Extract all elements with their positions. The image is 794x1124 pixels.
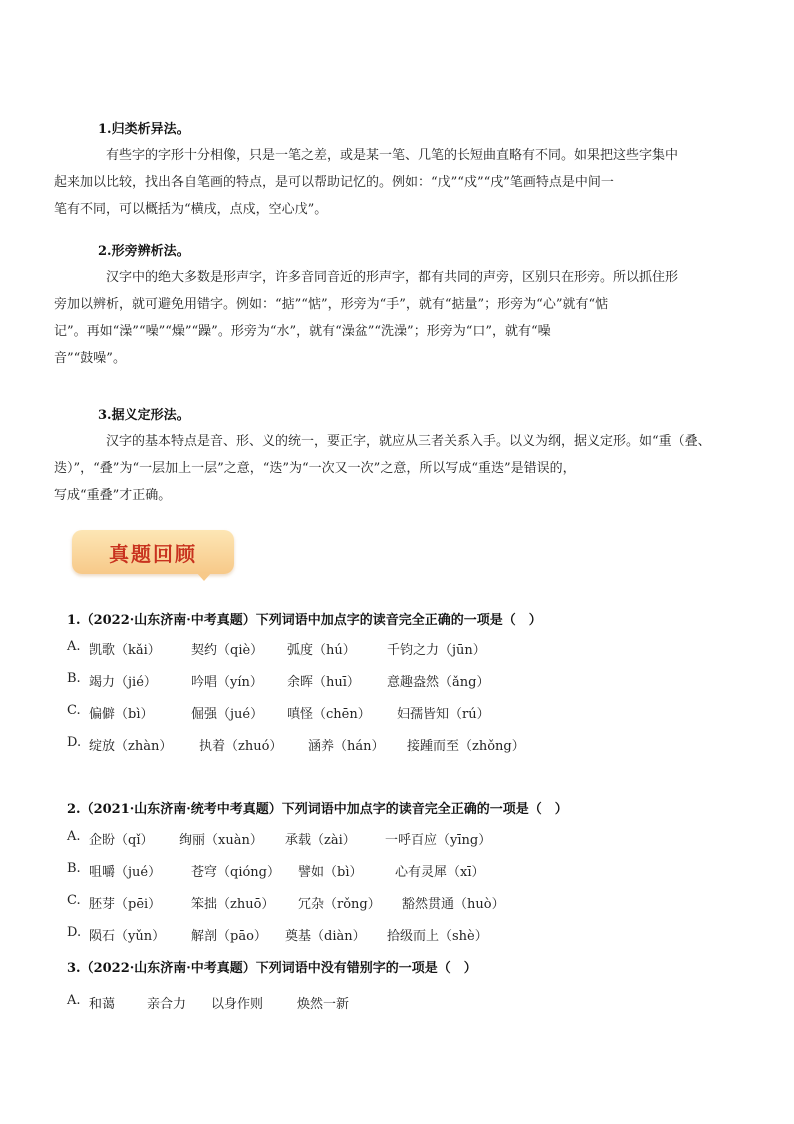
option-letter: C. <box>67 703 81 718</box>
method-3-paragraph <box>54 428 720 509</box>
option-word: 涵养（hán） <box>308 739 385 754</box>
method-2-line-3: 记”。再如“澡”“噪”“燥”“躁”。形旁为“水”，就有“澡盆”“洗澡”；形旁为“口”，就有“噪 <box>54 324 551 339</box>
method-3-line-2: 迭）”，“叠”为“一层加上一层”之意，“迭”为“一次又一次”之意，所以写成“重迭”是错误的， <box>54 461 576 476</box>
option-word: 豁然贯通（huò） <box>402 897 505 912</box>
option-word: 冗杂（rǒng） <box>298 897 381 912</box>
option-word: 执着（zhuó） <box>199 739 283 754</box>
option-word: 心有灵犀（xī） <box>395 865 485 880</box>
option-word: 凯歌（kǎi） <box>89 643 161 658</box>
option-word: 弧度（hú） <box>287 643 356 658</box>
option-word: 余晖（huī） <box>287 675 360 690</box>
section-badge <box>72 530 234 574</box>
method-2-line-4: 音”“鼓噪”。 <box>54 351 126 366</box>
method-1-title: 1.归类析异法。 <box>98 122 190 137</box>
question-1-stem: 1.（2022·山东济南·中考真题）下列词语中加点字的读音完全正确的一项是（ ） <box>67 613 542 628</box>
option-word: 陨石（yǔn） <box>89 929 166 944</box>
option-word: 承载（zài） <box>285 833 356 848</box>
method-2-title: 2.形旁辨析法。 <box>98 244 190 259</box>
method-3-title: 3.据义定形法。 <box>98 408 190 423</box>
option-word: 解剖（pāo） <box>191 929 267 944</box>
option-word: 亲合力 <box>147 997 187 1012</box>
option-word: 企盼（qǐ） <box>89 833 154 848</box>
option-letter: A. <box>67 829 81 844</box>
option-word: 和蔼 <box>89 997 116 1012</box>
method-3-line-3: 写成“重叠”才正确。 <box>54 488 172 503</box>
option-word: 偏僻（bì） <box>89 707 154 722</box>
question-2-stem: 2.（2021·山东济南·统考中考真题）下列词语中加点字的读音完全正确的一项是（ ） <box>67 802 568 817</box>
method-1-paragraph <box>54 142 720 223</box>
option-word: 倔强（jué） <box>191 707 264 722</box>
option-word: 以身作则 <box>211 997 264 1012</box>
option-word: 契约（qiè） <box>191 643 264 658</box>
option-letter: B. <box>67 861 81 876</box>
method-2-paragraph <box>54 264 720 372</box>
section-badge-tail <box>196 572 212 581</box>
option-word: 接踵而至（zhǒng） <box>407 739 525 754</box>
option-letter: A. <box>67 993 81 1008</box>
option-word: 胚芽（pēi） <box>89 897 162 912</box>
option-word: 苍穹（qióng） <box>191 865 281 880</box>
section-badge-label: 真题回顾 <box>109 541 197 566</box>
method-1-line-3: 笔有不同，可以概括为“横戌，点戍，空心戊”。 <box>54 202 328 217</box>
method-3-line-1: 汉字的基本特点是音、形、义的统一，要正字，就应从三者关系入手。以义为纲，据义定形。如“重（叠、 <box>106 434 711 449</box>
option-word: 咀嚼（jué） <box>89 865 162 880</box>
option-word: 意趣盎然（ǎng） <box>387 675 490 690</box>
option-word: 一呼百应（yīng） <box>385 833 492 848</box>
option-word: 竭力（jié） <box>89 675 157 690</box>
option-letter: C. <box>67 893 81 908</box>
option-word: 绚丽（xuàn） <box>179 833 263 848</box>
option-letter: B. <box>67 671 81 686</box>
option-word: 奠基（diàn） <box>285 929 366 944</box>
option-word: 妇孺皆知（rú） <box>397 707 490 722</box>
option-word: 绽放（zhàn） <box>89 739 173 754</box>
method-1-line-1: 有些字的字形十分相像，只是一笔之差，或是某一笔、几笔的长短曲直略有不同。如果把这些字集中 <box>106 148 679 163</box>
option-word: 笨拙（zhuō） <box>191 897 275 912</box>
method-1-line-2: 起来加以比较，找出各自笔画的特点，是可以帮助记忆的。例如：“戊”“戍”“戌”笔画特点是中间一 <box>54 175 614 190</box>
option-letter: A. <box>67 639 81 654</box>
option-word: 吟唱（yín） <box>191 675 263 690</box>
question-3-stem: 3.（2022·山东济南·中考真题）下列词语中没有错别字的一项是（ ） <box>67 961 477 976</box>
option-word: 焕然一新 <box>297 997 350 1012</box>
option-word: 千钧之力（jūn） <box>387 643 486 658</box>
option-word: 嗔怪（chēn） <box>287 707 371 722</box>
option-word: 譬如（bì） <box>298 865 363 880</box>
option-word: 拾级而上（shè） <box>387 929 488 944</box>
option-letter: D. <box>67 925 82 940</box>
option-letter: D. <box>67 735 82 750</box>
method-2-line-2: 旁加以辨析，就可避免用错字。例如：“掂”“惦”，形旁为“手”，就有“掂量”；形旁为“心”就有“惦 <box>54 297 609 312</box>
method-2-line-1: 汉字中的绝大多数是形声字，许多音同音近的形声字，都有共同的声旁，区别只在形旁。所以抓住形 <box>106 270 679 285</box>
